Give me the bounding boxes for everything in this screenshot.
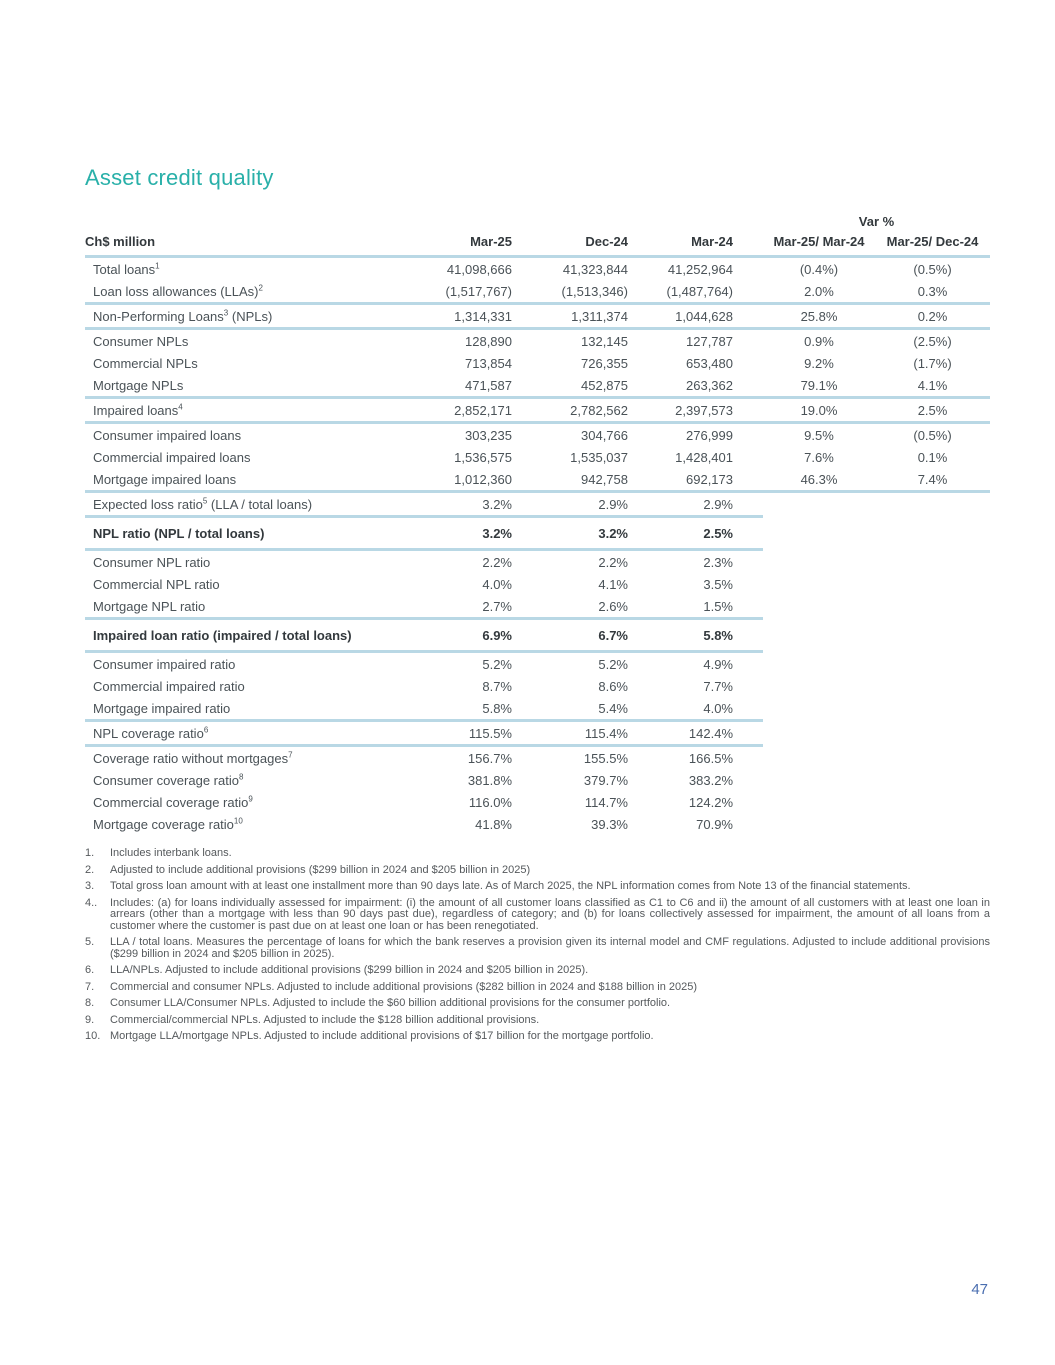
table-row: [85, 813, 990, 835]
value-cell: 41,323,844: [562, 261, 628, 277]
footnote-ref: 7: [288, 750, 293, 760]
table-row: [85, 280, 990, 304]
value-cell: 3.5%: [703, 576, 733, 592]
row-label: Total loans$^1$: [93, 261, 160, 277]
table-row: [85, 352, 990, 374]
value-cell: 115.5%: [375, 721, 512, 746]
var-cell: [875, 595, 990, 619]
footnote-item: [85, 1031, 990, 1043]
row-label: Commercial coverage ratio$^9$: [93, 794, 253, 810]
var-cell: 2.5%: [875, 398, 990, 423]
row-label: Mortgage coverage ratio$^{10}$: [93, 816, 243, 832]
footnote-item: [85, 865, 990, 877]
var-cell: [875, 619, 990, 652]
column-header-row: [85, 230, 990, 257]
var-cell: (0.5%): [913, 427, 952, 443]
value-cell: 1,311,374: [512, 304, 628, 329]
footnote-text: Includes interbank loans.: [110, 847, 232, 859]
value-cell: 128,890: [465, 333, 512, 349]
footnote-text: Includes: (a) for loans individually assessed for impairment: (i) the amount of all customer loans classified as C1 to C6 and ii) the amount of all customers with at least one loan in arrears (other than a mortgage with less than 90 days past due), regardless of category; and (b) for loans collectively assessed for impairment, the amount of all loans from a customer where the customer is past due on at least one loan or has been renegotiated.: [110, 896, 990, 932]
column-header-var-mar25-dec24: Mar-25/ Dec-24: [875, 230, 990, 257]
table-row: [85, 398, 990, 423]
value-cell: 41,098,666: [446, 261, 512, 277]
var-cell: [763, 595, 875, 619]
footnote-marker: 9.: [85, 1013, 95, 1026]
row-label: Impaired loan ratio (impaired / total loans): [85, 619, 375, 652]
footnote-item: [85, 965, 990, 977]
var-cell: [875, 791, 990, 813]
var-cell: 19.0%: [763, 398, 875, 423]
row-label: Mortgage NPL ratio: [85, 595, 375, 619]
value-cell: 114.7%: [584, 794, 628, 810]
value-cell: 8.7%: [482, 678, 512, 694]
footnote-text: Total gross loan amount with at least one installment more than 90 days late. As of March 2025, the NPL information comes from Note 13 of the financial statements.: [110, 880, 911, 892]
var-cell: [875, 492, 990, 517]
value-cell: 2.9%: [512, 492, 628, 517]
var-cell: 79.1%: [763, 374, 875, 398]
table-row: [85, 468, 990, 492]
footnote-text: Adjusted to include additional provisions ($299 billion in 2024 and $205 billion in 2025): [110, 863, 531, 876]
value-cell: 381.8%: [467, 772, 512, 788]
table-row: [85, 675, 990, 697]
value-cell: (1,517,767): [375, 280, 512, 304]
value-cell: 70.9%: [696, 816, 733, 832]
value-cell: 1,012,360: [375, 468, 512, 492]
var-cell: 0.3%: [875, 280, 990, 304]
footnote-item: [85, 982, 990, 994]
value-cell: 155.5%: [583, 750, 628, 766]
table-row: [85, 791, 990, 813]
value-cell: 6.9%: [375, 619, 512, 652]
table-row: [85, 374, 990, 398]
value-cell: 1,314,331: [375, 304, 512, 329]
value-cell: 5.2%: [598, 656, 628, 672]
footnote-text: Mortgage LLA/mortgage NPLs. Adjusted to include additional provisions of $17 billion for the mortgage portfolio.: [110, 1030, 654, 1042]
var-cell: [763, 769, 875, 791]
asset-credit-quality-table: [85, 212, 990, 835]
var-cell: [763, 791, 875, 813]
row-label: Consumer impaired loans: [93, 427, 242, 443]
value-cell: 2.2%: [598, 554, 628, 570]
footnote-ref: 3: [223, 308, 229, 318]
var-cell: [763, 492, 875, 517]
var-cell: (2.5%): [913, 333, 952, 349]
row-label: Consumer impaired ratio: [93, 656, 236, 672]
value-cell: 2.9%: [628, 492, 763, 517]
value-cell: 127,787: [686, 333, 733, 349]
var-cell: [875, 769, 990, 791]
var-cell: [875, 573, 990, 595]
value-cell: 2.6%: [512, 595, 628, 619]
var-cell: [763, 721, 875, 746]
footnote-text: Consumer LLA/Consumer NPLs. Adjusted to include the $60 billion additional provisions for the consumer portfolio.: [110, 997, 671, 1009]
footnote-marker: 7.: [85, 980, 95, 993]
row-label: Mortgage impaired ratio: [85, 697, 375, 721]
row-label: Consumer NPL ratio: [93, 554, 211, 570]
footnote-ref: 8: [238, 772, 244, 782]
var-cell: [875, 652, 990, 676]
value-cell: 3.2%: [375, 492, 512, 517]
table-row: [85, 423, 990, 447]
var-cell: [763, 652, 875, 676]
row-label: Mortgage NPLs: [85, 374, 375, 398]
value-cell: 39.3%: [591, 816, 628, 832]
value-cell: 713,854: [465, 355, 512, 371]
value-cell: 4.0%: [628, 697, 763, 721]
var-cell: [763, 697, 875, 721]
table-row: [85, 446, 990, 468]
value-cell: 2,782,562: [512, 398, 628, 423]
value-cell: 1,428,401: [675, 449, 733, 465]
row-label: Consumer coverage ratio$^8$: [93, 772, 244, 788]
value-cell: 276,999: [686, 427, 733, 443]
table-row: [85, 595, 990, 619]
table-row: [85, 652, 990, 676]
var-cell: [875, 697, 990, 721]
value-cell: 5.4%: [512, 697, 628, 721]
footnote-item: [85, 937, 990, 960]
value-cell: 942,758: [512, 468, 628, 492]
footnote-marker: 2.: [85, 863, 95, 876]
footnote-ref: 2: [258, 283, 263, 293]
footnote-ref: 9: [248, 794, 253, 804]
footnote-marker: 6.: [85, 964, 95, 976]
row-label: NPL ratio (NPL / total loans): [85, 517, 375, 550]
value-cell: 383.2%: [688, 772, 733, 788]
var-cell: [875, 813, 990, 835]
value-cell: (1,487,764): [628, 280, 763, 304]
footnote-text: LLA/NPLs. Adjusted to include additional provisions ($299 billion in 2024 and $205 billion in 2025).: [110, 964, 589, 976]
value-cell: 7.7%: [703, 678, 733, 694]
value-cell: 115.4%: [512, 721, 628, 746]
footnote-item: [85, 848, 990, 860]
row-label: Mortgage impaired loans: [85, 468, 375, 492]
table-row: [85, 329, 990, 353]
value-cell: 1,044,628: [628, 304, 763, 329]
var-cell: 2.0%: [763, 280, 875, 304]
footnote-marker: 8.: [85, 997, 95, 1009]
value-cell: 5.2%: [482, 656, 512, 672]
footnote-ref: 5: [202, 496, 208, 506]
value-cell: 124.2%: [688, 794, 733, 810]
value-cell: 1,536,575: [454, 449, 512, 465]
var-cell: 9.5%: [804, 427, 834, 443]
value-cell: 303,235: [465, 427, 512, 443]
table-row: [85, 721, 990, 746]
value-cell: 2.7%: [375, 595, 512, 619]
footnote-marker: 10.: [85, 1030, 101, 1042]
footnote-ref: 6: [203, 725, 209, 735]
value-cell: 8.6%: [598, 678, 628, 694]
page-number: 47: [971, 1281, 988, 1298]
table-row: [85, 517, 990, 550]
value-cell: 379.7%: [583, 772, 628, 788]
value-cell: 142.4%: [628, 721, 763, 746]
value-cell: 3.2%: [512, 517, 628, 550]
var-cell: [763, 813, 875, 835]
value-cell: 653,480: [686, 355, 733, 371]
column-header-var-mar25-mar24: Mar-25/ Mar-24: [763, 230, 875, 257]
value-cell: 1.5%: [628, 595, 763, 619]
var-cell: 25.8%: [763, 304, 875, 329]
row-label: Impaired loans$^4$: [85, 398, 375, 423]
var-cell: 4.1%: [875, 374, 990, 398]
var-cell: [763, 573, 875, 595]
footnote-ref: 4: [178, 402, 183, 412]
var-cell: [763, 619, 875, 652]
value-cell: 304,766: [581, 427, 628, 443]
var-cell: (0.5%): [913, 261, 952, 277]
value-cell: 1,535,037: [570, 449, 628, 465]
footnote-text: Commercial and consumer NPLs. Adjusted to include additional provisions ($282 billion in 2024 and $188 billion in 2025): [110, 980, 698, 993]
column-header-currency: Ch$ million: [85, 230, 375, 257]
var-cell: 0.2%: [875, 304, 990, 329]
footnote-ref: 10: [233, 816, 243, 826]
footnote-marker: 5.: [85, 936, 95, 948]
value-cell: 156.7%: [467, 750, 512, 766]
value-cell: 41.8%: [475, 816, 512, 832]
row-label: Coverage ratio without mortgages$^7$: [93, 750, 293, 766]
var-cell: [875, 550, 990, 574]
footnote-item: [85, 998, 990, 1010]
footnote-marker: 1.: [85, 847, 95, 859]
var-cell: [875, 517, 990, 550]
var-cell: [763, 675, 875, 697]
value-cell: 3.2%: [375, 517, 512, 550]
table-row: [85, 746, 990, 770]
table-row: [85, 304, 990, 329]
var-cell: 0.1%: [917, 449, 948, 465]
row-label: Commercial NPL ratio: [93, 576, 220, 592]
var-cell: (0.4%): [799, 261, 839, 277]
var-cell: 46.3%: [763, 468, 875, 492]
value-cell: 4.9%: [703, 656, 733, 672]
value-cell: 2.5%: [628, 517, 763, 550]
value-cell: 2.2%: [482, 554, 512, 570]
value-cell: 2,397,573: [628, 398, 763, 423]
var-group-row: [85, 212, 990, 230]
value-cell: 2.3%: [703, 554, 733, 570]
table-header: [85, 212, 990, 257]
var-cell: 9.2%: [804, 355, 834, 371]
var-cell: [763, 550, 875, 574]
value-cell: 4.1%: [598, 576, 628, 592]
value-cell: 6.7%: [512, 619, 628, 652]
column-header-mar-24: Mar-24: [628, 230, 763, 257]
var-group-header: Var %: [858, 214, 895, 229]
row-label: Commercial impaired loans: [93, 449, 251, 465]
var-cell: 0.9%: [804, 333, 834, 349]
value-cell: 692,173: [628, 468, 763, 492]
value-cell: 116.0%: [468, 794, 512, 810]
row-label: Commercial NPLs: [93, 355, 198, 371]
table-body: [85, 257, 990, 836]
value-cell: (1,513,346): [512, 280, 628, 304]
var-cell: [875, 675, 990, 697]
var-cell: [875, 746, 990, 770]
var-cell: [875, 721, 990, 746]
table-row: [85, 492, 990, 517]
footnote-item: [85, 898, 990, 933]
footnote-text: Commercial/commercial NPLs. Adjusted to include the $128 billion additional provisions.: [110, 1013, 540, 1026]
column-header-dec-24: Dec-24: [512, 230, 628, 257]
var-cell: [763, 746, 875, 770]
footnote-marker: 4..: [85, 896, 98, 909]
footnote-ref: 1: [155, 261, 160, 271]
var-cell: 7.4%: [875, 468, 990, 492]
value-cell: 2,852,171: [375, 398, 512, 423]
table-row: [85, 619, 990, 652]
value-cell: 263,362: [628, 374, 763, 398]
footnote-item: [85, 1015, 990, 1027]
value-cell: 452,875: [512, 374, 628, 398]
value-cell: 132,145: [581, 333, 628, 349]
var-group-spacer: [85, 212, 763, 230]
value-cell: 726,355: [581, 355, 628, 371]
footnote-marker: 3.: [85, 880, 95, 892]
table-row: [85, 697, 990, 721]
value-cell: 5.8%: [375, 697, 512, 721]
row-label: Non-Performing Loans$^3$ (NPLs): [85, 304, 375, 329]
report-page-content: [85, 0, 990, 1048]
value-cell: 4.0%: [482, 576, 512, 592]
column-header-mar-25: Mar-25: [375, 230, 512, 257]
value-cell: 166.5%: [688, 750, 733, 766]
row-label: Expected loss ratio$^5$ (LLA / total loans): [85, 492, 375, 517]
table-row: [85, 573, 990, 595]
value-cell: 5.8%: [628, 619, 763, 652]
value-cell: 471,587: [375, 374, 512, 398]
table-row: [85, 769, 990, 791]
var-cell: 7.6%: [804, 449, 834, 465]
footnotes-section: [85, 848, 990, 1043]
row-label: NPL coverage ratio$^6$: [85, 721, 375, 746]
row-label: Loan loss allowances (LLAs)$^2$: [85, 280, 375, 304]
value-cell: 41,252,964: [667, 261, 733, 277]
footnote-text: LLA / total loans. Measures the percentage of loans for which the bank reserves a provision given its internal model and CMF regulations. Adjusted to include additional provisions ($299 billion in 2024 and $205 billion in 2025).: [110, 936, 990, 960]
page-title: Asset credit quality: [85, 165, 274, 190]
var-cell: (1.7%): [913, 355, 952, 371]
footnote-item: [85, 881, 990, 893]
row-label: Consumer NPLs: [93, 333, 189, 349]
table-row: [85, 550, 990, 574]
var-cell: [763, 517, 875, 550]
row-label: Commercial impaired ratio: [93, 678, 245, 694]
table-row: [85, 257, 990, 281]
